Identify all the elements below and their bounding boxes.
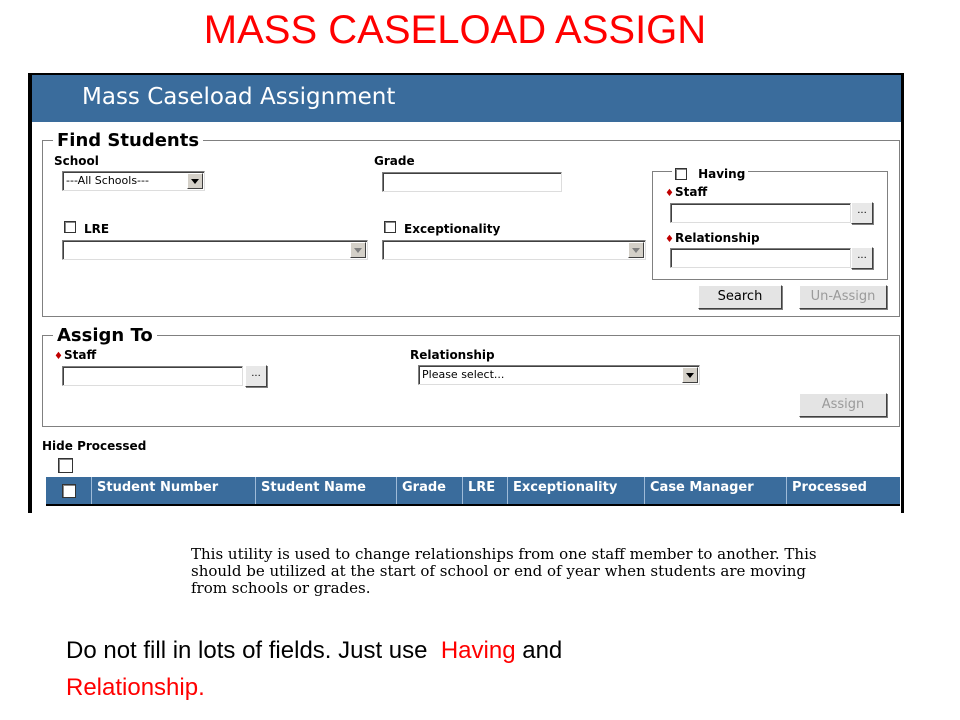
column-header-student-number[interactable]: Student Number (91, 477, 255, 504)
column-header-case-manager[interactable]: Case Manager (644, 477, 786, 504)
having-staff-lookup-button[interactable]: ... (851, 202, 873, 224)
column-header-exceptionality[interactable]: Exceptionality (507, 477, 644, 504)
note-having: Having (440, 637, 516, 664)
required-marker-icon: ♦ (54, 351, 63, 362)
unassign-button[interactable]: Un-Assign (799, 285, 887, 309)
note-and: and (522, 637, 563, 664)
assign-to-legend: Assign To (57, 325, 153, 346)
description-line: This utility is used to change relationships from one staff member to another. This (191, 545, 817, 563)
lre-select[interactable] (62, 240, 368, 260)
having-label: Having (698, 166, 746, 181)
having-staff-label: ♦Staff (665, 185, 708, 199)
hide-processed-checkbox[interactable] (58, 458, 73, 473)
find-students-legend: Find Students (57, 130, 200, 151)
assign-staff-input[interactable] (62, 366, 243, 386)
note-relationship: Relationship. (66, 674, 205, 701)
grade-label: Grade (374, 154, 415, 168)
assign-staff-label: ♦Staff (54, 348, 97, 362)
exceptionality-checkbox[interactable] (384, 221, 396, 233)
school-select-value: ---All Schools--- (66, 174, 149, 187)
search-button[interactable]: Search (698, 285, 782, 309)
window-header (32, 75, 901, 122)
lre-checkbox[interactable] (64, 221, 76, 233)
description-line: should be utilized at the start of school or end of year when students are moving (191, 562, 806, 580)
grade-input[interactable] (382, 172, 562, 192)
assign-relationship-select[interactable] (418, 365, 700, 385)
column-header-lre[interactable]: LRE (462, 477, 507, 504)
slide-title: MASS CASELOAD ASSIGN (203, 8, 707, 52)
hide-processed-label: Hide Processed (42, 439, 147, 453)
required-marker-icon: ♦ (665, 234, 674, 245)
description-line: from schools or grades. (191, 579, 371, 597)
utility-description (191, 546, 951, 597)
required-marker-icon: ♦ (665, 188, 674, 199)
column-header-student-name[interactable]: Student Name (255, 477, 396, 504)
window-title: Mass Caseload Assignment (82, 84, 396, 110)
column-header-grade[interactable]: Grade (396, 477, 462, 504)
app-window (28, 73, 904, 513)
school-select[interactable] (62, 171, 205, 191)
exceptionality-label: Exceptionality (404, 222, 501, 236)
students-table-header (46, 477, 900, 506)
note-text: Do not fill in lots of fields. Just use (66, 637, 428, 664)
having-staff-input[interactable] (670, 203, 851, 223)
assign-staff-lookup-button[interactable]: ... (245, 365, 267, 387)
column-header-processed[interactable]: Processed (786, 477, 900, 504)
school-label: School (54, 154, 99, 168)
having-checkbox[interactable] (675, 168, 687, 180)
having-relationship-lookup-button[interactable]: ... (851, 247, 873, 269)
lre-label: LRE (84, 222, 110, 236)
select-all-checkbox[interactable] (62, 484, 76, 498)
chevron-down-icon[interactable] (628, 242, 644, 258)
having-relationship-label: ♦Relationship (665, 231, 760, 245)
having-legend (672, 163, 748, 179)
chevron-down-icon[interactable] (187, 173, 203, 189)
usage-note (66, 632, 562, 706)
chevron-down-icon[interactable] (682, 367, 698, 383)
chevron-down-icon[interactable] (350, 242, 366, 258)
assign-relationship-value: Please select... (422, 368, 505, 381)
assign-relationship-label: Relationship (410, 348, 495, 362)
exceptionality-select[interactable] (382, 240, 646, 260)
assign-button[interactable]: Assign (799, 393, 887, 417)
having-relationship-input[interactable] (670, 248, 851, 268)
